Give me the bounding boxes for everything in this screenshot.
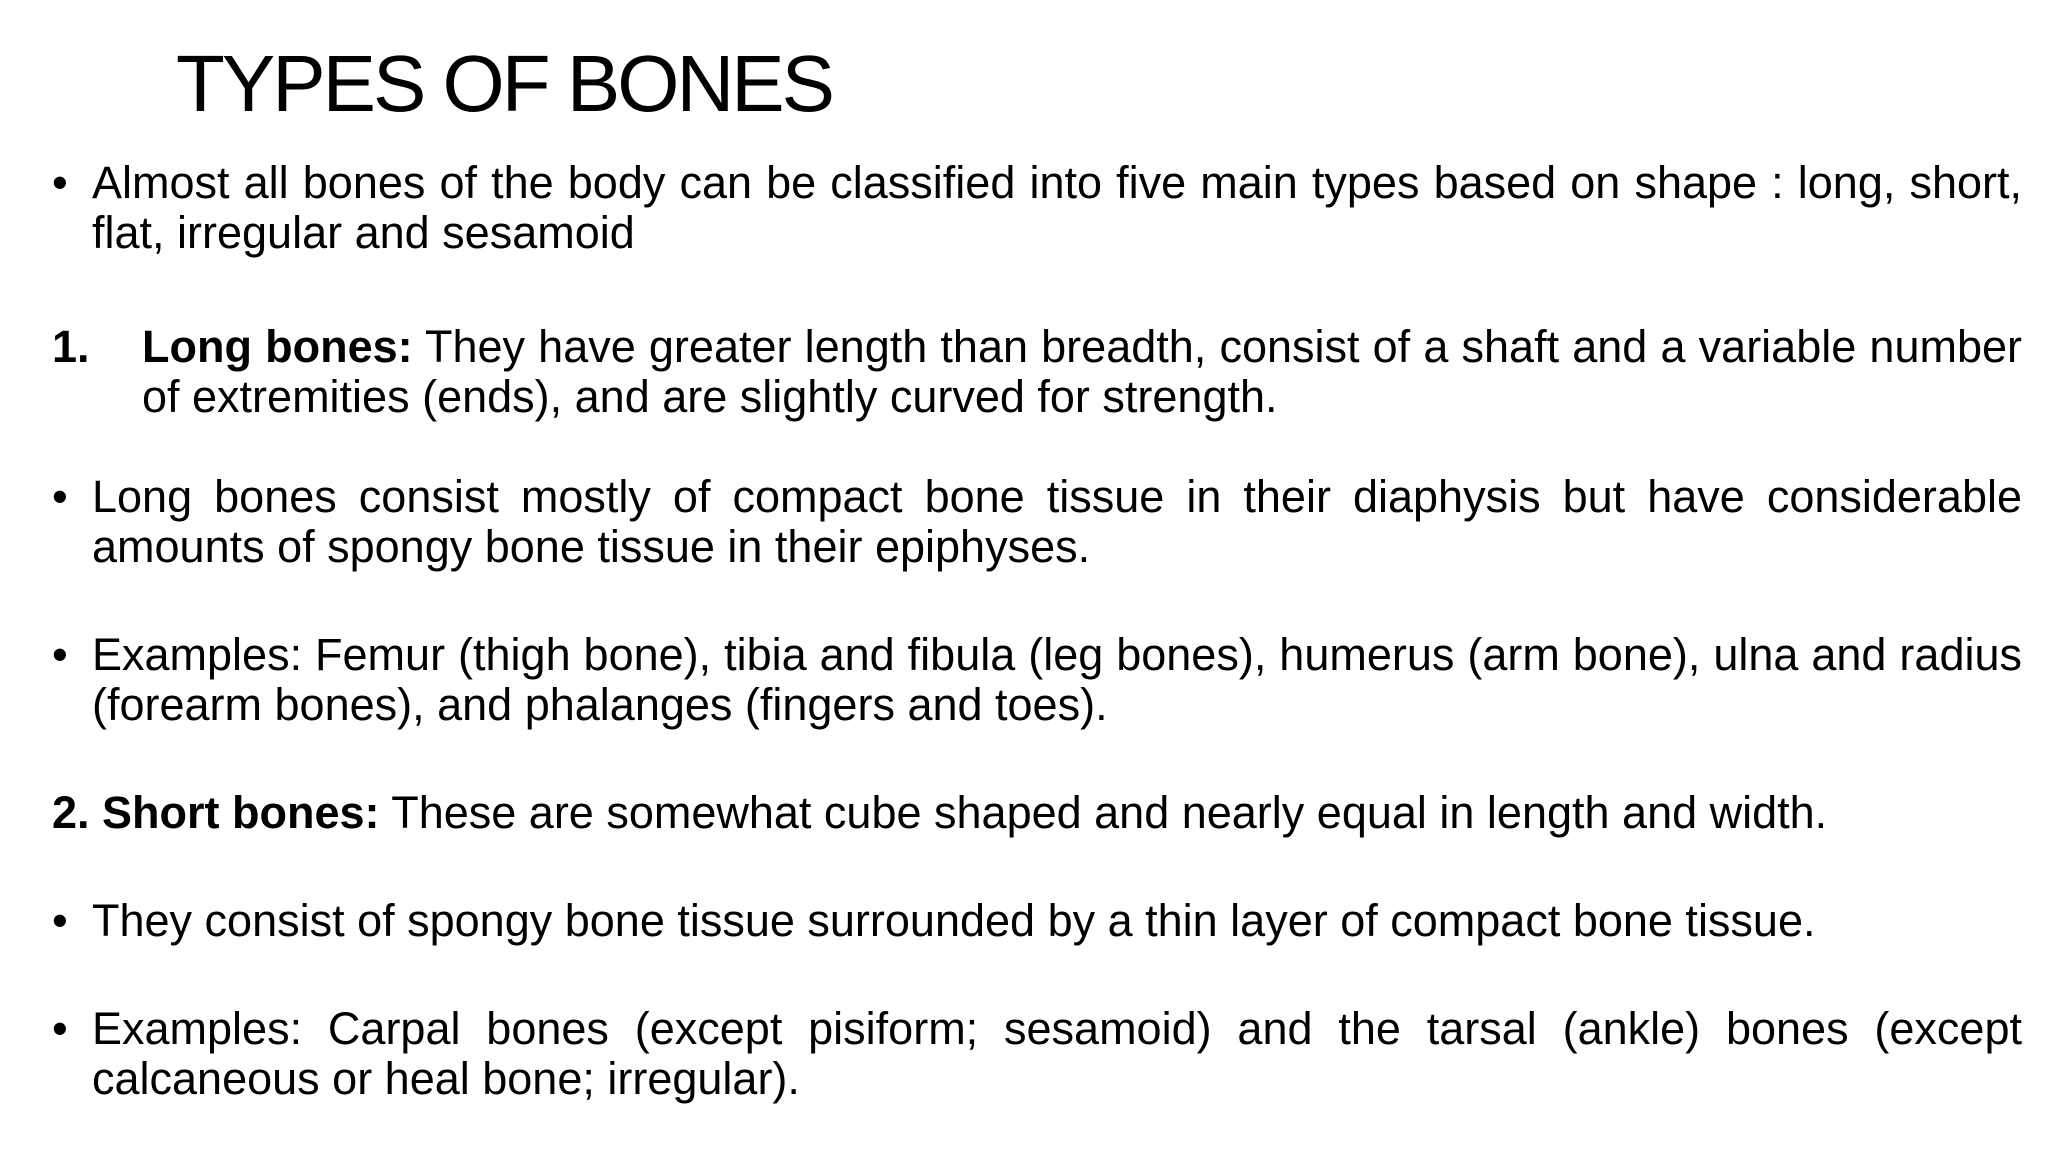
item-text: These are somewhat cube shaped and nearly equal in length and width.: [379, 787, 1828, 838]
item-label: Long bones:: [142, 321, 413, 372]
bullet-text: Examples: Carpal bones (except pisiform; sesamoid) and the tarsal (ankle) bones (except calcaneous or heal bone; irregular).: [92, 1003, 2022, 1104]
item-text: They have greater length than breadth, consist of a shaft and a variable number of extremities (ends), and are slightly curved for strength.: [142, 321, 2022, 422]
bullet-item-short-bones-examples: [52, 1003, 2022, 1104]
bullet-item-long-bones-examples: [52, 629, 2022, 730]
bullet-text: Long bones consist mostly of compact bone tissue in their diaphysis but have considerable amounts of spongy bone tissue in their epiphyses.: [92, 471, 2022, 572]
bullet-text: Almost all bones of the body can be classified into five main types based on shape : long, short, flat, irregular and sesamoid: [92, 157, 2022, 258]
bullet-icon: •: [52, 1003, 68, 1054]
numbered-item-long-bones: [52, 321, 2022, 422]
bullet-text: They consist of spongy bone tissue surrounded by a thin layer of compact bone tissue.: [92, 895, 1816, 946]
numbered-item-short-bones: [52, 788, 2022, 838]
bullet-icon: •: [52, 157, 68, 208]
bullet-text: Examples: Femur (thigh bone), tibia and fibula (leg bones), humerus (arm bone), ulna and radius (forearm bones), and phalanges (fingers and toes).: [92, 629, 2022, 730]
bullet-item-short-bones-tissue: [52, 895, 2022, 946]
bullet-icon: •: [52, 895, 68, 946]
bullet-icon: •: [52, 471, 68, 522]
bullet-icon: •: [52, 629, 68, 680]
item-label: 2. Short bones:: [52, 787, 380, 838]
bullet-item-long-bones-tissue: [52, 471, 2022, 572]
item-number: 1.: [52, 321, 90, 372]
slide-title: TYPES OF BONES: [176, 39, 832, 128]
bullet-item-classification: [52, 157, 2022, 258]
